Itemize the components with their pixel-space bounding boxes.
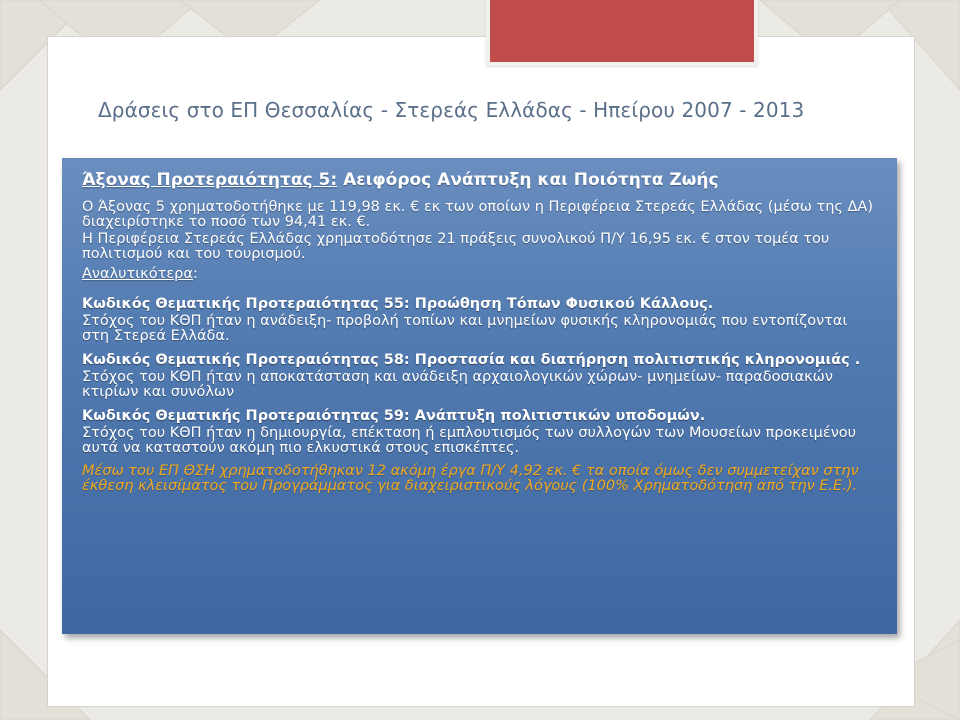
kthp-58-body: Στόχος του ΚΘΠ ήταν η αποκατάσταση και ανάδειξη αρχαιολογικών χώρων- μνημείων- παραδοσιακών κτιρίων και συνόλων: [82, 369, 833, 400]
details-colon: :: [192, 266, 198, 282]
kthp-55-body: Στόχος του ΚΘΠ ήταν η ανάδειξη- προβολή τοπίων και μνημείων φυσικής κληρονομιάς που εντοπίζονται στη Στερεά Ελλάδα.: [82, 313, 848, 344]
projects-paragraph: Η Περιφέρεια Στερεάς Ελλάδας χρηματοδότησε 21 πράξεις συνολικού Π/Υ 16,95 εκ. € στον τομέα του πολιτισμού και του τουρισμού.: [82, 231, 830, 262]
kthp-59-body: Στόχος του ΚΘΠ ήταν η δημιουργία, επέκταση ή εμπλουτισμός των συλλογών των Μουσείων προκειμένου αυτά να καταστούν ακόμη πιο ελκυστικά στους επισκέπτες.: [82, 425, 857, 456]
content-box: [62, 158, 897, 634]
accent-block: [486, 0, 758, 66]
kthp-58-title: Κωδικός Θεματικής Προτεραιότητας 58: Προστασία και διατήρηση πολιτιστικής κληρονομιάς .: [82, 352, 861, 368]
kthp-59-title: Κωδικός Θεματικής Προτεραιότητας 59: Ανάπτυξη πολιτιστικών υποδομών.: [82, 408, 706, 424]
details-line: [82, 266, 877, 282]
axis-heading-prefix: Άξονας Προτεραιότητας 5:: [82, 170, 338, 190]
kthp-55-title: Κωδικός Θεματικής Προτεραιότητας 55: Προώθηση Τόπων Φυσικού Κάλλους.: [82, 296, 714, 312]
funding-paragraph: Ο Άξονας 5 χρηματοδοτήθηκε με 119,98 εκ. € εκ των οποίων η Περιφέρεια Στερεάς Ελλάδας (μέσω της ΔΑ) διαχειρίστηκε το ποσό των 94,41 εκ. €.: [82, 199, 874, 230]
axis-heading: [82, 170, 877, 190]
details-link[interactable]: Αναλυτικότερα: [82, 266, 193, 282]
funding-note: Μέσω του ΕΠ ΘΣΗ χρηματοδοτήθηκαν 12 ακόμη έργα Π/Υ 4,92 εκ. € τα οποία όμως δεν συμμετείχαν στην έκθεση κλεισίματος του Προγράμματος για διαχειριστικούς λόγους (100% Χρηματοδότηση από την Ε.Ε.).: [82, 463, 859, 494]
axis-heading-rest: Αειφόρος Ανάπτυξη και Ποιότητα Ζωής: [337, 170, 719, 190]
slide-title: Δράσεις στο ΕΠ Θεσσαλίας - Στερεάς Ελλάδας - Ηπείρου 2007 - 2013: [98, 98, 805, 122]
